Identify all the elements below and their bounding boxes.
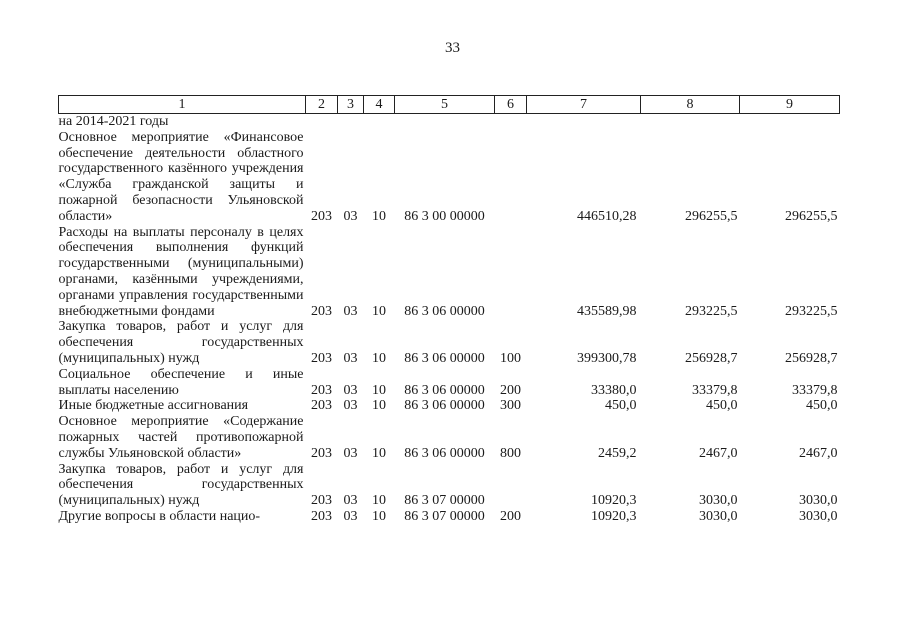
table-row [59,319,840,366]
row-amount-col7: 2459,2 [598,445,637,461]
row-amount-col8: 3030,0 [699,508,738,524]
row-expense-type [495,462,527,509]
column-header-1: 1 [59,96,306,114]
column-header-3: 3 [338,96,364,114]
row-description: Основное мероприятие «Содержание пожарных частей противопожарной службы Ульяновской области» [58,414,304,461]
row-description: на 2014-2021 годы [58,114,169,129]
row-expense-type: 100 [500,350,521,366]
row-amount-col8: 256928,7 [685,350,738,366]
row-ministry-code: 203 [311,382,332,398]
row-section-code [338,114,364,130]
row-amount-col9: 3030,0 [799,493,838,509]
row-expense-type: 200 [500,508,521,524]
row-target-article: 86 3 06 00000 [404,303,485,319]
row-amount-col8: 2467,0 [699,445,738,461]
row-description: Закупка товаров, работ и услуг для обеспечения государственных (муниципальных) нужд [58,319,304,366]
row-expense-type [495,114,527,130]
column-header-6: 6 [495,96,527,114]
table-row [59,509,840,525]
row-amount-col8: 33379,8 [692,382,738,398]
row-subsection-code: 10 [372,350,386,366]
row-target-article: 86 3 06 00000 [404,350,485,366]
row-description: Закупка товаров, работ и услуг для обеспечения государственных (муниципальных) нужд [58,461,304,509]
row-amount-col8: 450,0 [706,398,738,414]
row-target-article: 86 3 07 00000 [404,493,485,509]
row-section-code: 03 [343,445,358,461]
row-subsection-code: 10 [372,398,386,414]
column-header-4: 4 [364,96,395,114]
row-section-code: 03 [343,350,358,366]
row-description: Иные бюджетные ассигнования [58,398,249,414]
row-subsection-code: 10 [372,303,386,319]
row-amount-col7: 10920,3 [591,508,637,524]
row-ministry-code: 203 [311,493,332,509]
row-target-article [395,114,495,130]
row-expense-type: 300 [500,398,521,414]
row-ministry-code [306,114,338,130]
table-row [59,398,840,414]
row-amount-col7: 33380,0 [591,382,637,398]
row-subsection-code: 10 [372,508,386,524]
row-section-code: 03 [343,303,358,319]
row-description: Социальное обеспечение и иные выплаты населению [58,366,304,398]
row-description: Основное мероприятие «Финансовое обеспечение деятельности областного государственного казённого учреждения «Служба гражданской защиты и пожарной безопасности Ульяновской области» [58,129,304,224]
row-expense-type [495,130,527,225]
table-header-row [59,96,840,114]
row-expense-type: 800 [500,445,521,461]
column-header-8: 8 [641,96,740,114]
row-amount-col8: 296255,5 [685,208,738,224]
column-header-7: 7 [527,96,641,114]
row-target-article: 86 3 00 00000 [404,208,485,224]
row-subsection-code: 10 [372,382,386,398]
table-row [59,414,840,461]
row-amount-col9: 2467,0 [799,445,838,461]
row-description: Расходы на выплаты персоналу в целях обеспечения выполнения функций государственными (муниципальными) органами, казёнными учреждениями, органами управления государственными внебюджетными фондами [58,224,304,319]
row-section-code: 03 [343,208,358,224]
row-subsection-code: 10 [372,208,386,224]
row-amount-col7: 10920,3 [591,493,637,509]
row-amount-col7: 399300,78 [577,350,637,366]
column-header-5: 5 [395,96,495,114]
column-header-2: 2 [306,96,338,114]
row-amount-col9: 256928,7 [785,350,838,366]
budget-table [58,95,840,525]
row-ministry-code: 203 [311,508,332,524]
table-row [59,130,840,225]
row-amount-col9: 3030,0 [799,508,838,524]
row-ministry-code: 203 [311,445,332,461]
row-amount-col7: 450,0 [605,398,637,414]
row-ministry-code: 203 [311,303,332,319]
row-target-article: 86 3 07 00000 [404,508,485,524]
row-amount-col8 [641,114,740,130]
table-row [59,462,840,509]
row-amount-col9: 293225,5 [785,303,838,319]
row-section-code: 03 [343,493,358,509]
row-amount-col9: 33379,8 [792,382,838,398]
row-amount-col9 [740,114,840,130]
row-section-code: 03 [343,508,358,524]
row-ministry-code: 203 [311,350,332,366]
page-number: 33 [445,40,460,56]
row-amount-col8: 3030,0 [699,493,738,509]
row-subsection-code [364,114,395,130]
row-subsection-code: 10 [372,445,386,461]
row-expense-type: 200 [500,382,521,398]
table-row [59,225,840,320]
row-section-code: 03 [343,398,358,414]
row-expense-type [495,225,527,320]
row-target-article: 86 3 06 00000 [404,445,485,461]
row-subsection-code: 10 [372,493,386,509]
row-ministry-code: 203 [311,398,332,414]
column-header-9: 9 [740,96,840,114]
table-row [59,367,840,399]
row-amount-col7: 446510,28 [577,208,637,224]
row-amount-col9: 296255,5 [785,208,838,224]
row-target-article: 86 3 06 00000 [404,382,485,398]
row-amount-col7 [527,114,641,130]
row-description: Другие вопросы в области нацио- [58,508,261,524]
table-row [59,114,840,130]
row-target-article: 86 3 06 00000 [404,398,485,414]
row-section-code: 03 [343,382,358,398]
row-amount-col7: 435589,98 [577,303,637,319]
row-amount-col9: 450,0 [806,398,838,414]
row-amount-col8: 293225,5 [685,303,738,319]
row-ministry-code: 203 [311,208,332,224]
